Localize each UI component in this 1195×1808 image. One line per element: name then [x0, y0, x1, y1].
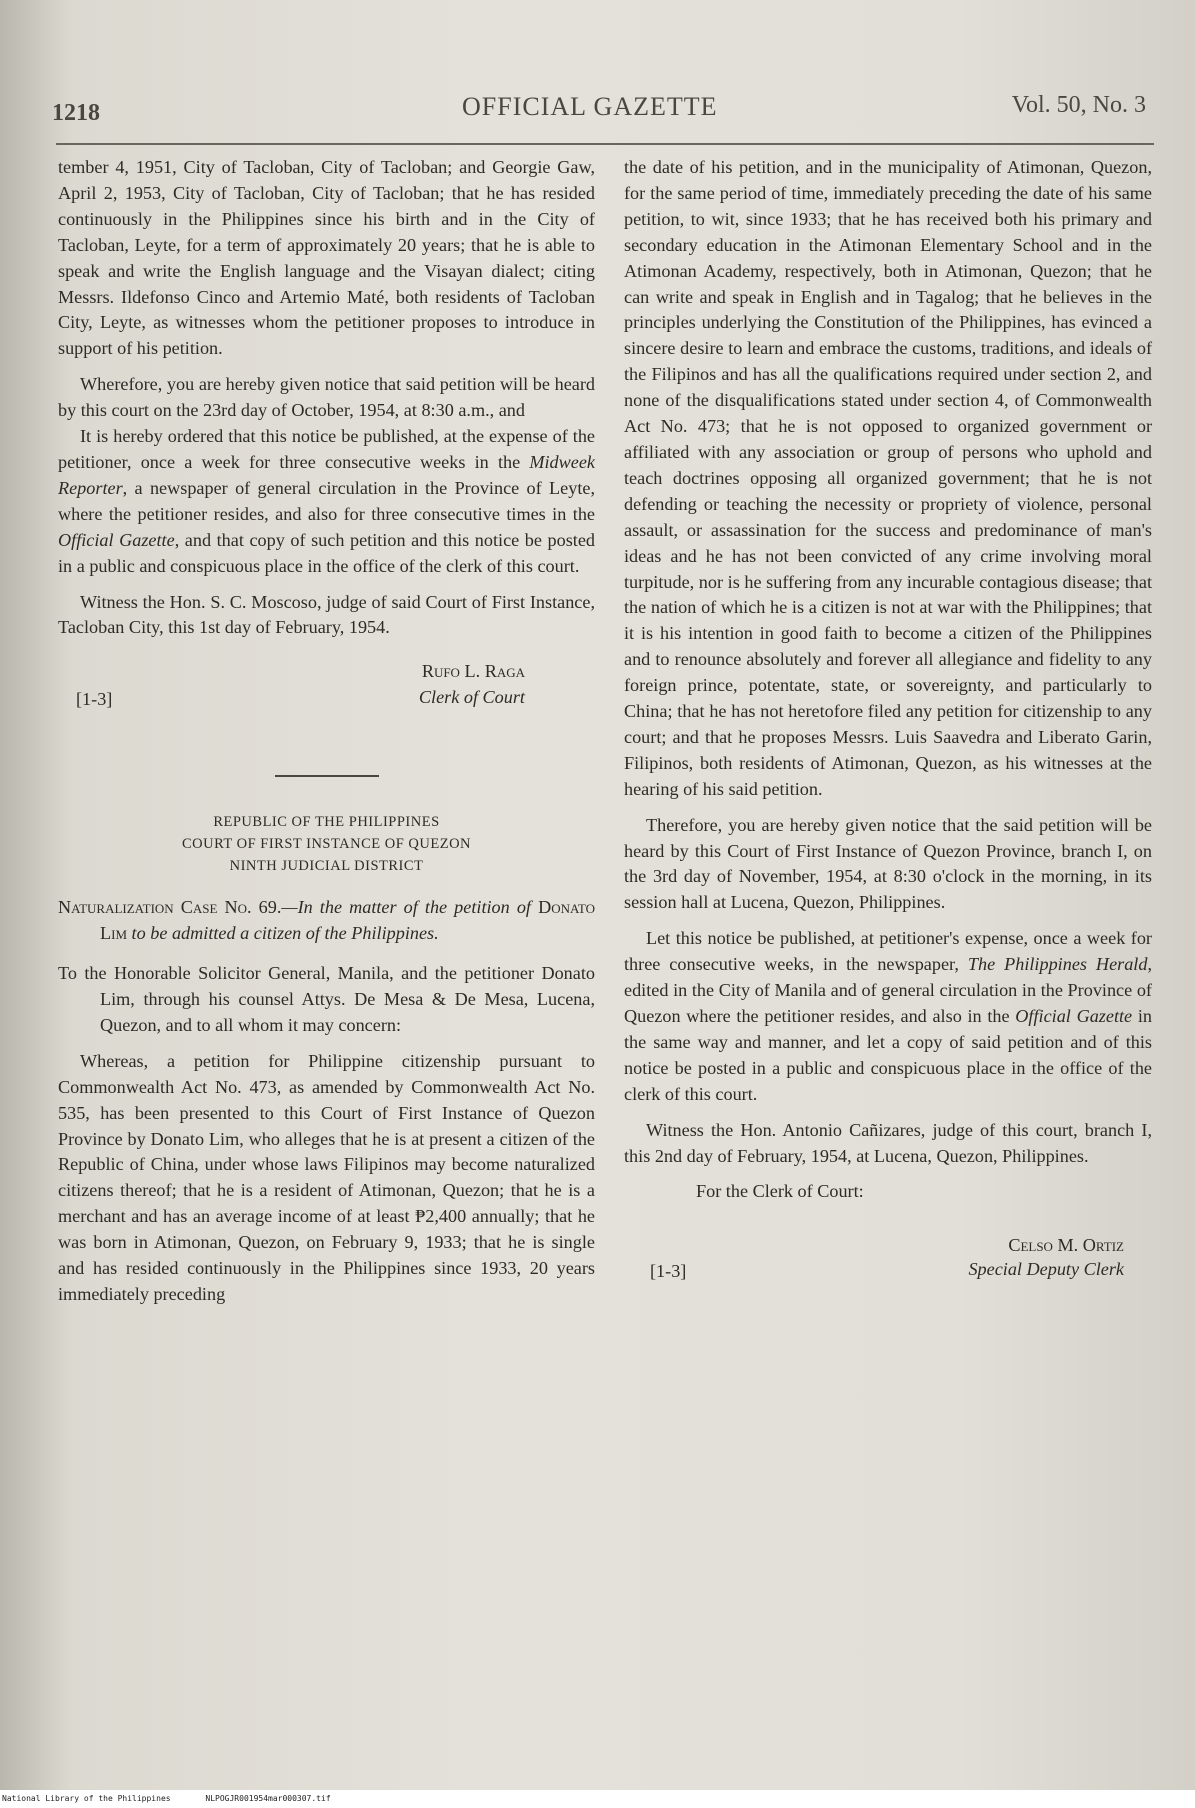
section-divider	[275, 775, 379, 777]
left-column	[58, 155, 595, 1308]
signature-block	[58, 659, 595, 723]
case-title: Naturalization Case No. 69.—In the matter of the petition of Donato Lim to be admitted a citizen of the Philippines.	[58, 897, 596, 944]
insertion-mark: [1-3]	[76, 689, 113, 710]
paragraph: Witness the Hon. Antonio Cañizares, judge of this court, branch I, this 2nd day of February, 1954, at Lucena, Quezon, Philippines.	[624, 1119, 1152, 1166]
signature-block	[624, 1223, 1152, 1293]
header-rule	[56, 143, 1154, 145]
paragraph: For the Clerk of Court:	[696, 1181, 864, 1202]
signatory-name: Celso M. Ortiz	[1008, 1235, 1124, 1256]
paragraph: Whereas, a petition for Philippine citizenship pursuant to Commonwealth Act No. 473, as amended by Commonwealth Act No. 535, has been presented to this Court of First Instance of Quezon Province by Donato Lim, who alleges that he is at present a citizen of the Republic of China, under whose laws Filipinos may become naturalized citizens thereof; that he is a resident of Atimonan, Quezon; that he is a merchant and has an average income of at least ₱2,400 annually; that he was born in Atimonan, Quezon, on February 9, 1933; that he is single and has resided continuously in the Philippines since 1933, 20 years immediately preceding	[58, 1050, 595, 1304]
paragraph: Let this notice be published, at petitioner's expense, once a week for three consecutive weeks, in the newspaper, The Philippines Herald, edited in the City of Manila and of general circulation in the Province of Quezon where the petitioner resides, and also in the Official Gazette in the same way and manner, and let a copy of said petition and of this notice be posted in a public and conspicuous place in the office of the clerk of this court.	[624, 928, 1153, 1104]
volume-number: Vol. 50, No. 3	[1011, 92, 1146, 118]
right-column	[624, 155, 1152, 1293]
paragraph: Therefore, you are hereby given notice that the said petition will be heard by this Court of First Instance of Quezon Province, branch I, on the 3rd day of November, 1954, at 8:30 o'clock in the morning, in its session hall at Lucena, Quezon, Philippines.	[624, 814, 1152, 913]
signatory-title: Special Deputy Clerk	[968, 1259, 1124, 1280]
publication-title: OFFICIAL GAZETTE	[462, 92, 718, 121]
scan-footer	[0, 1790, 1195, 1808]
file-name: NLPOGJR001954mar000307.tif	[205, 1794, 331, 1803]
address-line: To the Honorable Solicitor General, Manila, and the petitioner Donato Lim, through his counsel Attys. De Mesa & De Mesa, Lucena, Quezon, and to all whom it may concern:	[58, 963, 595, 1035]
paragraph: Witness the Hon. S. C. Moscoso, judge of said Court of First Instance, Tacloban City, this 1st day of February, 1954.	[58, 591, 595, 638]
signatory-name: Rufo L. Raga	[421, 661, 525, 682]
signatory-title: Clerk of Court	[418, 687, 525, 708]
library-credit: National Library of the Philippines	[2, 1794, 171, 1803]
paragraph: Wherefore, you are hereby given notice that said petition will be heard by this court on the 23rd day of October, 1954, at 8:30 a.m., and	[58, 374, 595, 421]
court-caption: REPUBLIC OF THE PHILIPPINES COURT OF FIRST INSTANCE OF QUEZON NINTH JUDICIAL DISTRICT	[181, 814, 472, 875]
page-number: 1218	[52, 100, 100, 126]
paragraph: It is hereby ordered that this notice be published, at the expense of the petitioner, once a week for three consecutive weeks in the Midweek Reporter, a newspaper of general circulation in the Province of Leyte, where the petitioner resides, and also for three consecutive times in the Official Gazette, and that copy of such petition and this notice be posted in a public and conspicuous place in the office of the clerk of this court.	[58, 426, 595, 576]
paragraph: tember 4, 1951, City of Tacloban, City of Tacloban; and Georgie Gaw, April 2, 1953, City of Tacloban, City of Tacloban; that he has resided continuously in the Philippines since his birth and in the City of Tacloban, Leyte, for a term of approximately 20 years; that he is able to speak and write the English language and the Visayan dialect; citing Messrs. Ildefonso Cinco and Artemio Maté, both residents of Tacloban City, Leyte, as witnesses whom the petitioner proposes to introduce in support of his petition.	[58, 157, 595, 359]
insertion-mark: [1-3]	[650, 1261, 687, 1282]
paragraph: the date of his petition, and in the municipality of Atimonan, Quezon, for the same period of time, immediately preceding the date of his same petition, to wit, since 1933; that he has received both his primary and secondary education in the Atimonan Elementary School and in the Atimonan Academy, respectively, both in Atimonan, Quezon; that he can write and speak in English and in Tagalog; that he believes in the principles underlying the Constitution of the Philippines, has evinced a sincere desire to learn and embrace the customs, traditions, and ideals of the Filipinos and has all the qualifications required under section 2, and none of the disqualifications stated under section 4, of Commonwealth Act No. 473; that he is not opposed to organized government or affiliated with any association or group of persons who uphold and teach doctrines opposing all organized government; that he is not defending or teaching the necessity or propriety of violence, personal assault, or assassination for the success and predominance of man's ideas and he has not been convicted of any crime involving moral turpitude, nor is he suffering from any incurable contagious disease; that the nation of which he is a citizen is not at war with the Philippines; that it is his intention in good faith to become a citizen of the Philippines and to renounce absolutely and forever all allegiance and fidelity to any foreign prince, potentate, state, or sovereignty, and particularly to China; that he has not heretofore filed any petition for citizenship to any court; and that he proposes Messrs. Luis Saavedra and Liberato Garin, Filipinos, both residents of Atimonan, Quezon, as his witnesses at the hearing of his said petition.	[624, 157, 1152, 799]
page-header	[52, 88, 1152, 128]
